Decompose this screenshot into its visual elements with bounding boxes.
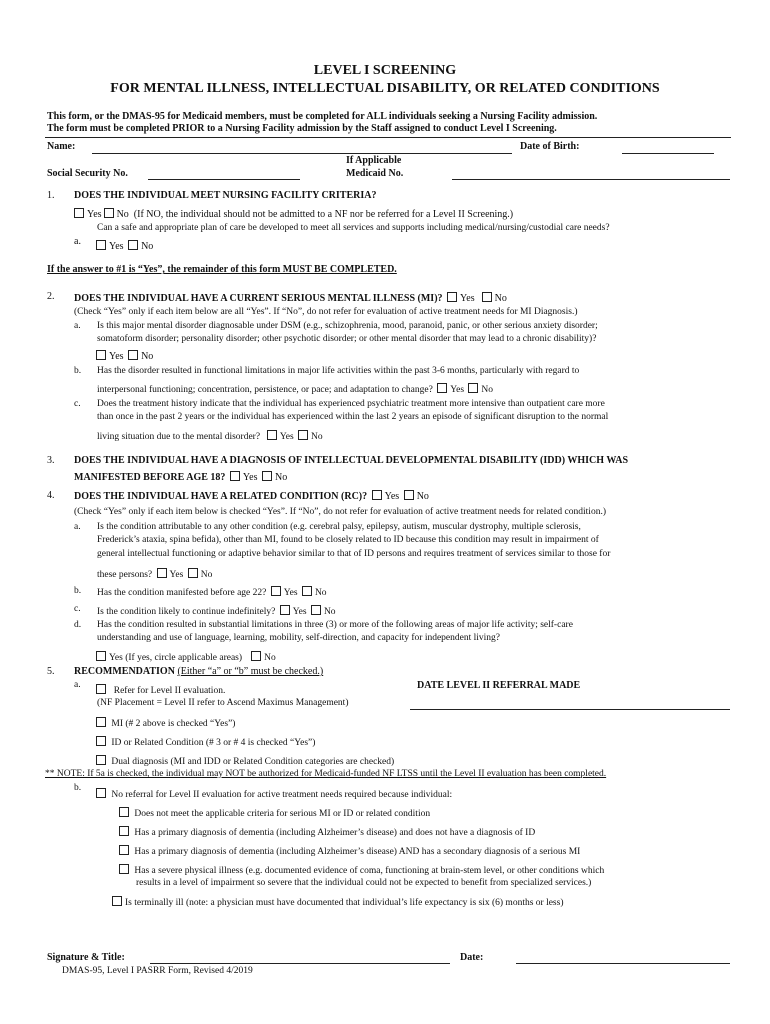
- q2-b-line2: interpersonal functioning; concentration, persistence, or pace; and adaptation to change?: [97, 385, 433, 395]
- q5-b4-line2: results in a level of impairment so severe that the individual could not be expected to benefit from specialized services.): [136, 878, 592, 888]
- if-applicable-label: If Applicable: [346, 155, 402, 166]
- q4-yes-checkbox[interactable]: [372, 490, 382, 500]
- q4-a-line4: these persons?: [97, 570, 153, 580]
- q5-b1-row: [117, 807, 430, 819]
- yes-label: Yes: [109, 241, 124, 252]
- intro-line-1: This form, or the DMAS-95 for Medicaid members, must be completed for ALL individuals seeking a Nursing Facility admission.: [47, 111, 598, 122]
- q5-opt2-row: [94, 736, 315, 748]
- q5-b5-row: [110, 896, 563, 908]
- q4-number: 4.: [47, 490, 55, 501]
- q2-c-line3-row: [97, 430, 323, 442]
- dob-field[interactable]: [622, 153, 714, 154]
- q5-b2: Has a primary diagnosis of dementia (including Alzheimer’s disease) and does not have a diagnosis of ID: [134, 828, 536, 838]
- q5-b5: Is terminally ill (note: a physician must have documented that individual’s life expectancy is six (6) months or less): [125, 898, 564, 908]
- no-label: No: [481, 385, 494, 395]
- q5-note: ** NOTE: If 5a is checked, the individual may NOT be authorized for Medicaid-funded NF LTSS until the Level II evaluation has been completed.: [45, 769, 607, 779]
- q5-opt1: MI (# 2 above is checked “Yes”): [111, 719, 236, 729]
- q4b-no-checkbox[interactable]: [302, 586, 312, 596]
- q4d-no-checkbox[interactable]: [251, 651, 261, 661]
- q4-d-yes: Yes (If yes, circle applicable areas): [109, 653, 243, 663]
- ssn-field[interactable]: [148, 179, 300, 180]
- q2c-yes-checkbox[interactable]: [267, 430, 277, 440]
- q4c-no-checkbox[interactable]: [311, 605, 321, 615]
- q4-a-line1: Is the condition attributable to any other condition (e.g. cerebral palsy, epilepsy, autism, muscular dystrophy, multiple sclerosis,: [97, 522, 581, 532]
- q1-number: 1.: [47, 190, 55, 201]
- q4-title-row: [74, 490, 429, 502]
- intro-line-2: The form must be completed PRIOR to a Nursing Facility admission by the Staff assigned to conduct Level I Screening.: [47, 123, 557, 134]
- q4-no-checkbox[interactable]: [404, 490, 414, 500]
- yes-label: Yes: [169, 570, 184, 580]
- no-label: No: [141, 241, 154, 252]
- q5a-refer-checkbox[interactable]: [96, 684, 106, 694]
- name-field[interactable]: [92, 153, 512, 154]
- q3-no-checkbox[interactable]: [262, 471, 272, 481]
- q4-d-line2: understanding and use of language, learning, mobility, self-direction, and capacity for independent living?: [97, 633, 501, 643]
- q5-a-letter: a.: [74, 680, 81, 690]
- q2-a-line1: Is this major mental disorder diagnosable under DSM (e.g., schizophrenia, mood, paranoid, panic, or other serious anxiety disorder;: [97, 321, 598, 331]
- q3-number: 3.: [47, 455, 55, 466]
- q5-b3: Has a primary diagnosis of dementia (including Alzheimer’s disease) AND has a secondary diagnosis of a serious MI: [134, 847, 581, 857]
- q5-b-row: [94, 788, 452, 800]
- q5-a-refer: Refer for Level II evaluation.: [113, 686, 226, 696]
- q4-b-row: [97, 586, 327, 598]
- q4-c-letter: c.: [74, 604, 81, 614]
- q5-title: RECOMMENDATION: [74, 666, 175, 677]
- q5-dual-checkbox[interactable]: [96, 755, 106, 765]
- q4a-no-checkbox[interactable]: [188, 568, 198, 578]
- q5b2-checkbox[interactable]: [119, 826, 129, 836]
- if-answer-note: If the answer to #1 is “Yes”, the remainder of this form MUST BE COMPLETED.: [47, 264, 397, 275]
- q4-b-text: Has the condition manifested before age 22?: [97, 588, 267, 598]
- q5b3-checkbox[interactable]: [119, 845, 129, 855]
- q1-a-answers: [94, 240, 153, 252]
- form-id: DMAS-95, Level I PASRR Form, Revised 4/2019: [62, 966, 253, 976]
- q5-mi-checkbox[interactable]: [96, 717, 106, 727]
- q2-b-line1: Has the disorder resulted in functional limitations in major life activities within the past 3-6 months, particularly with regard to: [97, 366, 580, 376]
- q4-d-letter: d.: [74, 620, 82, 630]
- q4-a-line3: general intellectual functioning or adaptive behavior similar to that of ID persons and requires treatment of services similar to those for: [97, 549, 611, 559]
- q2a-no-checkbox[interactable]: [128, 350, 138, 360]
- no-label: No: [494, 293, 507, 304]
- q5b1-checkbox[interactable]: [119, 807, 129, 817]
- q4-a-line4-row: [97, 568, 212, 580]
- q1a-yes-checkbox[interactable]: [96, 240, 106, 250]
- no-label: No: [274, 472, 288, 483]
- no-label: No: [311, 432, 323, 442]
- q2-number: 2.: [47, 291, 55, 302]
- date-referral-label: DATE LEVEL II REFERRAL MADE: [417, 680, 581, 691]
- divider: [45, 137, 731, 138]
- q2-yes-checkbox[interactable]: [447, 292, 457, 302]
- q2-no-checkbox[interactable]: [482, 292, 492, 302]
- q5-id-checkbox[interactable]: [96, 736, 106, 746]
- q4b-yes-checkbox[interactable]: [271, 586, 281, 596]
- q5-opt3-row: [94, 755, 394, 767]
- signature-label: Signature & Title:: [47, 952, 125, 963]
- q3-title-line2: MANIFESTED BEFORE AGE 18?: [74, 472, 226, 483]
- form-title: LEVEL I SCREENING: [313, 63, 457, 78]
- q4-check-note: (Check “Yes” only if each item below is checked “Yes”. If “No”, do not refer for evaluation of active treatment needs for related condition.): [74, 507, 606, 517]
- q5-opt2: ID or Related Condition (# 3 or # 4 is checked “Yes”): [111, 738, 316, 748]
- dob-label: Date of Birth:: [520, 141, 580, 152]
- q2-c-line1: Does the treatment history indicate that the individual has experienced psychiatric treatment more intensive than outpatient care more: [97, 399, 605, 409]
- no-label: No: [141, 351, 154, 362]
- medicaid-field[interactable]: [452, 179, 730, 180]
- q2a-yes-checkbox[interactable]: [96, 350, 106, 360]
- q5-b-letter: b.: [74, 783, 82, 793]
- q2-c-line2: than once in the past 2 years or the individual has experienced within the last 2 years an episode of significant disruption to the normal: [97, 412, 609, 422]
- q4-c-text: Is the condition likely to continue indefinitely?: [97, 607, 276, 617]
- q5-b3-row: [117, 845, 580, 857]
- date-field[interactable]: [516, 963, 730, 964]
- q5-number: 5.: [47, 666, 55, 677]
- q1-no-label: No: [116, 209, 129, 220]
- yes-label: Yes: [460, 293, 475, 304]
- q4-title: DOES THE INDIVIDUAL HAVE A RELATED CONDITION (RC)?: [74, 491, 368, 502]
- yes-label: Yes: [109, 351, 124, 362]
- q2-c-line3: living situation due to the mental disorder?: [97, 432, 261, 442]
- q5-b4-row: [117, 864, 604, 876]
- q4-a-line2: Frederick’s ataxia, spina befida), other than MI, found to be closely related to ID because this condition may result in impairment of: [97, 535, 599, 545]
- q4-b-letter: b.: [74, 586, 82, 596]
- q1-no-checkbox[interactable]: [104, 208, 114, 218]
- date-label: Date:: [460, 952, 484, 963]
- yes-label: Yes: [384, 491, 400, 502]
- q5-title-row: [74, 666, 323, 677]
- q4-a-letter: a.: [74, 522, 81, 532]
- q1-yes-checkbox[interactable]: [74, 208, 84, 218]
- q3-yes-checkbox[interactable]: [230, 471, 240, 481]
- q1-a-letter: a.: [74, 236, 81, 247]
- form-subtitle: FOR MENTAL ILLNESS, INTELLECTUAL DISABILITY, OR RELATED CONDITIONS: [110, 81, 660, 96]
- q4-d-answers: [94, 651, 276, 663]
- signature-field[interactable]: [150, 963, 450, 964]
- q2-title: DOES THE INDIVIDUAL HAVE A CURRENT SERIOUS MENTAL ILLNESS (MI)?: [74, 293, 443, 304]
- q1-answers: [72, 208, 513, 220]
- q5b5-checkbox[interactable]: [112, 896, 122, 906]
- q5b4-checkbox[interactable]: [119, 864, 129, 874]
- q2-b-line2-row: [97, 383, 493, 395]
- yes-label: Yes: [450, 385, 465, 395]
- q1-note: (If NO, the individual should not be admitted to a NF nor be referred for a Level II Screening.): [133, 209, 514, 220]
- q5-either: (Either “a” or “b” must be checked.): [177, 666, 324, 677]
- q1-title: DOES THE INDIVIDUAL MEET NURSING FACILITY CRITERIA?: [74, 190, 377, 201]
- q2-a-letter: a.: [74, 321, 81, 331]
- q2b-no-checkbox[interactable]: [468, 383, 478, 393]
- q4-c-row: [97, 605, 336, 617]
- q2-c-letter: c.: [74, 399, 81, 409]
- no-label: No: [416, 491, 429, 502]
- yes-label: Yes: [283, 588, 298, 598]
- q2b-yes-checkbox[interactable]: [437, 383, 447, 393]
- q4-d-line1: Has the condition resulted in substantial limitations in three (3) or more of the following areas of major life activity; self-care: [97, 620, 573, 630]
- q2-check-note: (Check “Yes” only if each item below are all “Yes”. If “No”, do not refer for evaluation of active treatment needs for MI Diagnosis.): [74, 307, 578, 317]
- no-label: No: [314, 588, 327, 598]
- q4a-yes-checkbox[interactable]: [157, 568, 167, 578]
- q2-a-line2: somatoform disorder; personality disorder; other psychotic disorder; or other mental disorder that may lead to a chronic disability)?: [97, 334, 597, 344]
- q5-b2-row: [117, 826, 535, 838]
- q5-opt1-row: [94, 717, 235, 729]
- q5-opt3: Dual diagnosis (MI and IDD or Related Condition categories are checked): [111, 757, 395, 767]
- ssn-label: Social Security No.: [47, 168, 128, 179]
- yes-label: Yes: [292, 607, 307, 617]
- date-referral-field[interactable]: [410, 709, 730, 710]
- q5-nf-placement: (NF Placement = Level II refer to Ascend Maximus Management): [97, 698, 349, 708]
- q2-b-letter: b.: [74, 366, 82, 376]
- q4c-yes-checkbox[interactable]: [280, 605, 290, 615]
- q1-a-text: Can a safe and appropriate plan of care be developed to meet all services and supports including medical/nursing/custodial care needs?: [97, 223, 610, 233]
- q2-title-row: [74, 292, 507, 304]
- q4d-yes-checkbox[interactable]: [96, 651, 106, 661]
- q2c-no-checkbox[interactable]: [298, 430, 308, 440]
- no-label: No: [200, 570, 213, 580]
- q5-b4-line1: Has a severe physical illness (e.g. documented evidence of coma, functioning at brain-stem level, or other conditions which: [134, 866, 605, 876]
- q5-b1: Does not meet the applicable criteria for serious MI or ID or related condition: [134, 809, 431, 819]
- q3-title-line2-row: [74, 471, 287, 483]
- q5b-no-referral-checkbox[interactable]: [96, 788, 106, 798]
- q3-title-line1: DOES THE INDIVIDUAL HAVE A DIAGNOSIS OF INTELLECTUAL DEVELOPMENTAL DISABILITY (IDD) WHICH WAS: [74, 455, 629, 466]
- q5-b-text: No referral for Level II evaluation for active treatment needs required because individual:: [111, 790, 453, 800]
- name-label: Name:: [47, 141, 76, 152]
- no-label: No: [323, 607, 336, 617]
- no-label: No: [264, 653, 276, 663]
- medicaid-label: Medicaid No.: [346, 168, 404, 179]
- yes-label: Yes: [279, 432, 294, 442]
- yes-label: Yes: [242, 472, 258, 483]
- q5-a-refer-row: [94, 684, 225, 696]
- q2-a-answers: [94, 350, 153, 362]
- q1-yes-label: Yes: [87, 209, 102, 220]
- q1a-no-checkbox[interactable]: [128, 240, 138, 250]
